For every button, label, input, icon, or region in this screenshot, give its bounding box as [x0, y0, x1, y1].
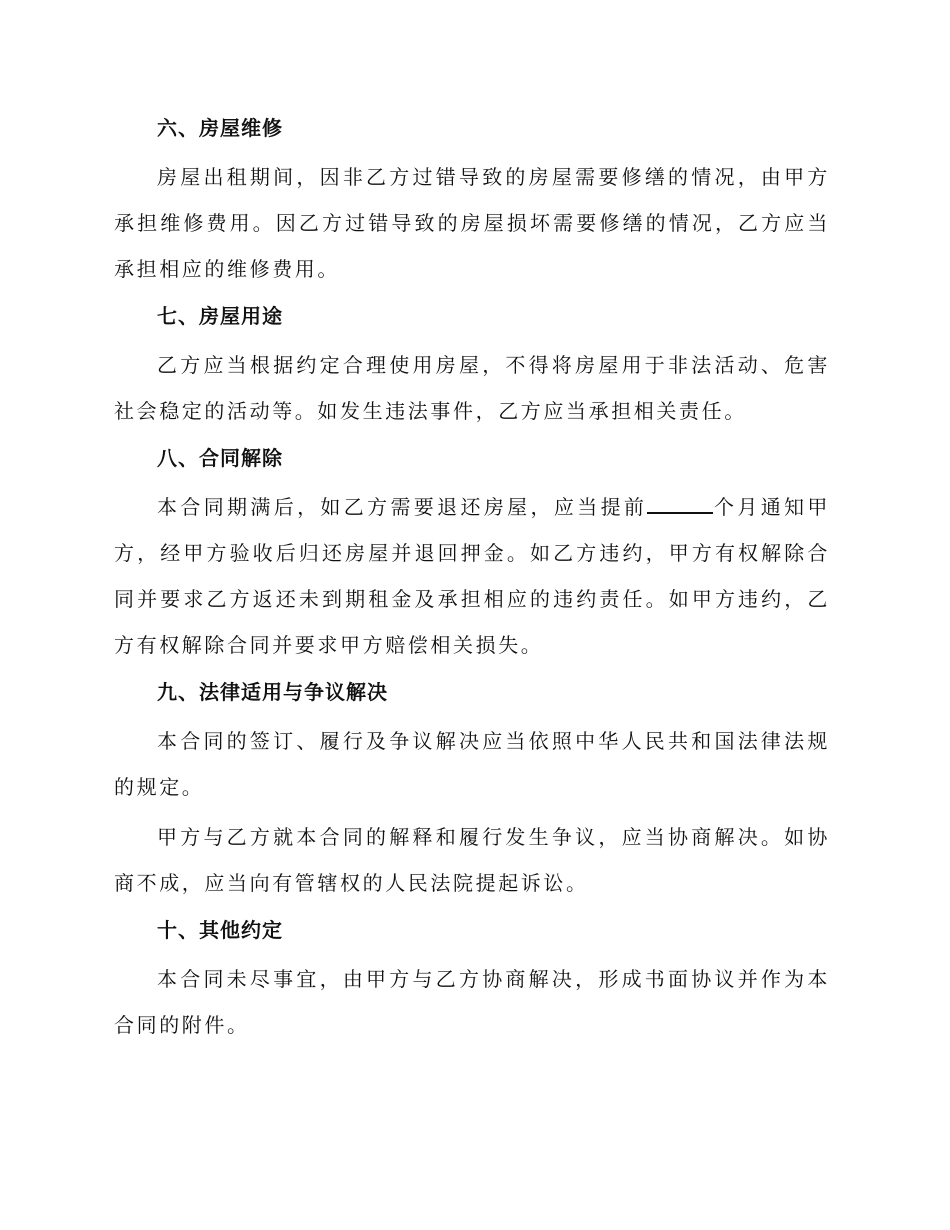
section-paragraph: 房屋出租期间，因非乙方过错导致的房屋需要修缮的情况，由甲方承担维修费用。因乙方过错导致的房屋损坏需要修缮的情况，乙方应当承担相应的维修费用。 — [114, 165, 830, 281]
section-heading: 七、房屋用途 — [157, 304, 283, 328]
section-paragraph: 本合同的签订、履行及争议解决应当依照中华人民共和国法律法规的规定。 — [114, 729, 830, 799]
section-heading: 十、其他约定 — [157, 918, 283, 942]
section-paragraph: 本合同未尽事宜，由甲方与乙方协商解决，形成书面协议并作为本合同的附件。 — [114, 967, 830, 1037]
section-other-terms — [114, 910, 830, 1048]
section-paragraph: 甲方与乙方就本合同的解释和履行发生争议，应当协商解决。如协商不成，应当向有管辖权的人民法院提起诉讼。 — [114, 825, 830, 895]
section-law-and-disputes — [114, 672, 830, 906]
section-paragraph — [114, 484, 830, 668]
section-heading: 九、法律适用与争议解决 — [157, 680, 388, 704]
section-paragraph: 乙方应当根据约定合理使用房屋，不得将房屋用于非法活动、危害社会稳定的活动等。如发生违法事件，乙方应当承担相关责任。 — [114, 353, 830, 423]
section-house-use — [114, 296, 830, 434]
section-house-repair — [114, 108, 830, 292]
fill-in-blank — [647, 492, 713, 514]
section-heading: 六、房屋维修 — [157, 116, 283, 140]
section-heading: 八、合同解除 — [157, 446, 283, 470]
section-contract-termination — [114, 438, 830, 668]
paragraph-text-before-blank: 本合同期满后，如乙方需要退还房屋，应当提前 — [157, 495, 648, 519]
document-body — [114, 108, 830, 1052]
paragraph-text-after-blank: 个月通知甲方，经甲方验收后归还房屋并退回押金。如乙方违约，甲方有权解除合同并要求乙方返还未到期租金及承担相应的违约责任。如甲方违约，乙方有权解除合同并要求甲方赔偿相关损失。 — [114, 495, 830, 657]
